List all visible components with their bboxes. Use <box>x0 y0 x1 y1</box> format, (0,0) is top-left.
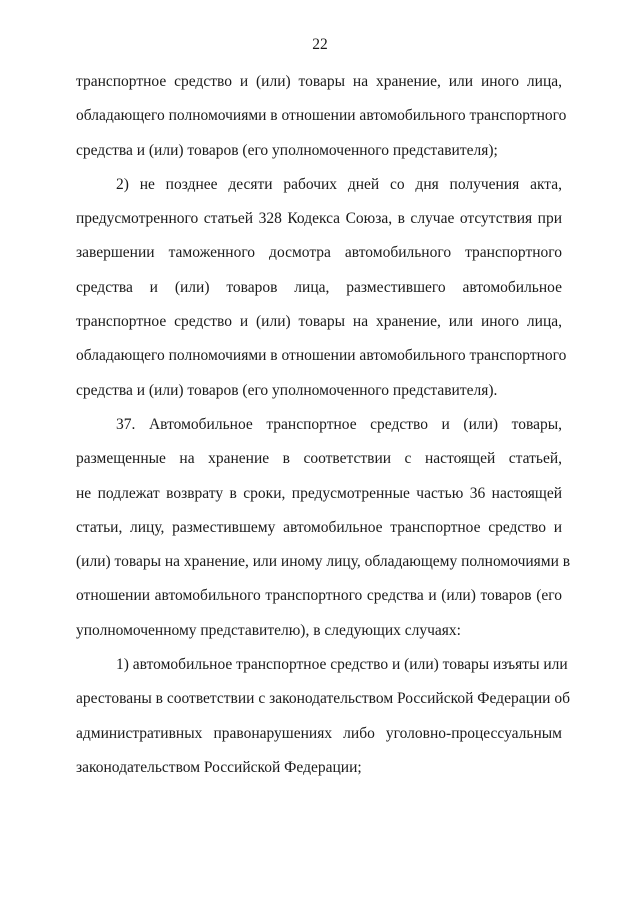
text-line: транспортное средство и (или) товары на хранение, или иного лица, <box>76 313 562 331</box>
text-line: уполномоченному представителю), в следующих случаях: <box>76 621 461 639</box>
text-line: 1) автомобильное транспортное средство и (или) товары изъяты или <box>116 656 568 674</box>
text-line: (или) товары на хранение, или иному лицу, обладающему полномочиями в <box>76 553 571 571</box>
text-line: завершении таможенного досмотра автомобильного транспортного <box>76 244 562 262</box>
text-line: статьи, лицу, разместившему автомобильное транспортное средство и <box>76 518 562 536</box>
text-line: средства и (или) товаров (его уполномоченного представителя). <box>76 381 498 399</box>
paragraph-item-2 <box>76 175 567 415</box>
text-line: 2) не позднее десяти рабочих дней со дня получения акта, <box>116 175 562 193</box>
text-line: административных правонарушениях либо уголовно-процессуальным <box>76 724 562 742</box>
text-line: не подлежат возврату в сроки, предусмотренные частью 36 настоящей <box>76 484 562 502</box>
paragraph-item-37 <box>76 415 571 655</box>
paragraph-item-1 <box>76 655 570 792</box>
paragraph-cont <box>76 72 567 175</box>
text-line: обладающего полномочиями в отношении автомобильного транспортного <box>76 107 567 125</box>
text-line: средства и (или) товаров (его уполномоченного представителя); <box>76 141 498 159</box>
text-line: 37. Автомобильное транспортное средство и (или) товары, <box>116 415 562 433</box>
text-line: обладающего полномочиями в отношении автомобильного транспортного <box>76 347 567 365</box>
text-line: арестованы в соответствии с законодательством Российской Федерации об <box>76 690 570 708</box>
text-line: размещенные на хранение в соответствии с настоящей статьей, <box>76 450 562 468</box>
document-body <box>76 72 571 792</box>
text-line: законодательством Российской Федерации; <box>76 758 362 776</box>
text-line: отношении автомобильного транспортного средства и (или) товаров (его <box>76 587 562 605</box>
text-line: средства и (или) товаров лица, разместившего автомобильное <box>76 278 562 296</box>
text-line: транспортное средство и (или) товары на хранение, или иного лица, <box>76 73 562 90</box>
page-number: 22 <box>312 36 328 53</box>
text-line: предусмотренного статьей 328 Кодекса Союза, в случае отсутствия при <box>76 210 562 228</box>
